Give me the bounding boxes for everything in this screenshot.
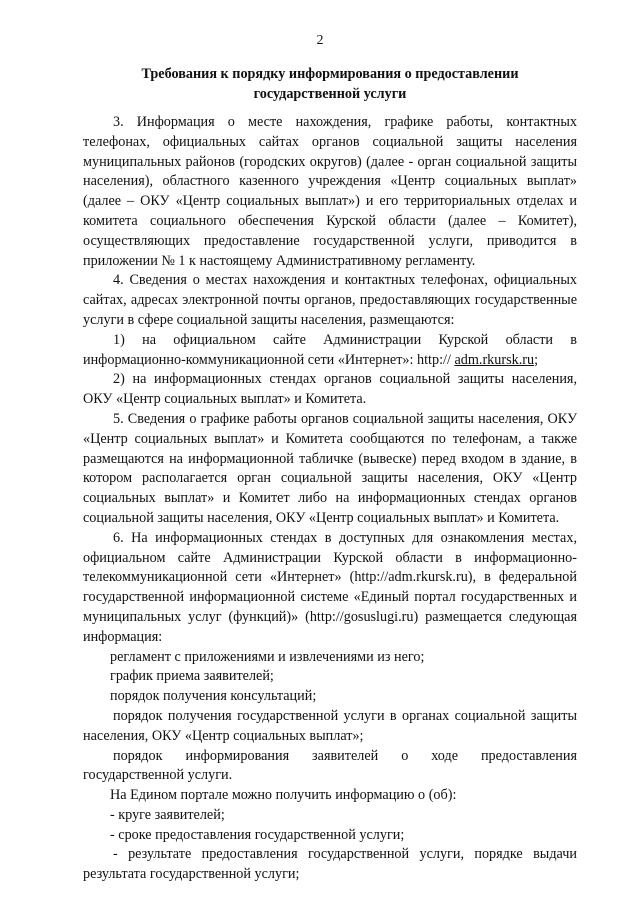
list-item-1	[83, 331, 577, 371]
portal-item-result: - результате предоставления государственной услуги, порядке выдачи результата государственной услуги;	[83, 846, 577, 883]
paragraph-6: 6. На информационных стендах в доступных для ознакомления местах, официальном сайте Администрации Курской области в информационно-телекоммуникационной сети «Интернет» (http://adm.rkursk.ru), в федеральной государственной информационной системе «Единый портал государственных и муниципальных услуг (функций)» (http://gosuslugi.ru) размещается следующая информация:	[83, 529, 577, 645]
paragraph-3: 3. Информация о месте нахождения, графике работы, контактных телефонах, официальных сайтах органов социальной защиты населения муниципальных районов (городских округов) (далее - орган социальной защиты населения), областного казенного учреждения «Центр социальных выплат» (далее – ОКУ «Центр социальных выплат») и его территориальных отделах и комитета социального обеспечения Курской области (далее – Комитет), осуществляющих предоставление государственной услуги, приводится в приложении № 1 к настоящему Административному регламенту.	[83, 114, 577, 269]
portal-intro: На Едином портале можно получить информацию о (об):	[110, 787, 457, 804]
title-line-2: государственной услуги	[253, 86, 407, 102]
info-item-schedule: график приема заявителей;	[110, 668, 274, 685]
title-line-1: Требования к порядку информирования о предоставлении	[141, 66, 519, 82]
portal-item-applicants: - круге заявителей;	[110, 806, 225, 823]
portal-item-term: - сроке предоставления государственной услуги;	[110, 826, 405, 843]
list-item-1-tail: ;	[534, 351, 539, 368]
paragraph-5: 5. Сведения о графике работы органов социальной защиты населения, ОКУ «Центр социальных выплат» и Комитета сообщаются по телефонам, а также размещаются на информационной табличке (вывеске) перед входом в здание, в котором располагается орган социальной защиты населения, ОКУ «Центр социальных выплат» и Комитет либо на информационных стендах органов социальной защиты населения, ОКУ «Центр социальных выплат» и Комитета.	[83, 410, 577, 526]
info-item-informing: порядок информирования заявителей о ходе предоставления государственной услуги.	[83, 747, 577, 784]
site-link[interactable]: adm.rkursk.ru	[454, 351, 535, 368]
document-body	[83, 113, 577, 885]
list-item-1-text: 1) на официальном сайте Администрации Курской области в информационно-коммуникационной сети «Интернет»: http://	[83, 331, 577, 368]
section-title	[80, 64, 580, 104]
list-item-2: 2) на информационных стендах органов социальной защиты населения, ОКУ «Центр социальных выплат» и Комитета.	[83, 371, 577, 408]
paragraph-4: 4. Сведения о местах нахождения и контактных телефонах, официальных сайтах, адресах электронной почты органов, предоставляющих государственные услуги в сфере социальной защиты населения, размещаются:	[83, 272, 577, 328]
page-number: 2	[316, 33, 324, 48]
info-item-regulation: регламент с приложениями и извлечениями из него;	[110, 648, 425, 665]
info-item-consultations: порядок получения консультаций;	[110, 688, 317, 705]
info-item-procedure: порядок получения государственной услуги в органах социальной защиты населения, ОКУ «Центр социальных выплат»;	[83, 707, 577, 744]
